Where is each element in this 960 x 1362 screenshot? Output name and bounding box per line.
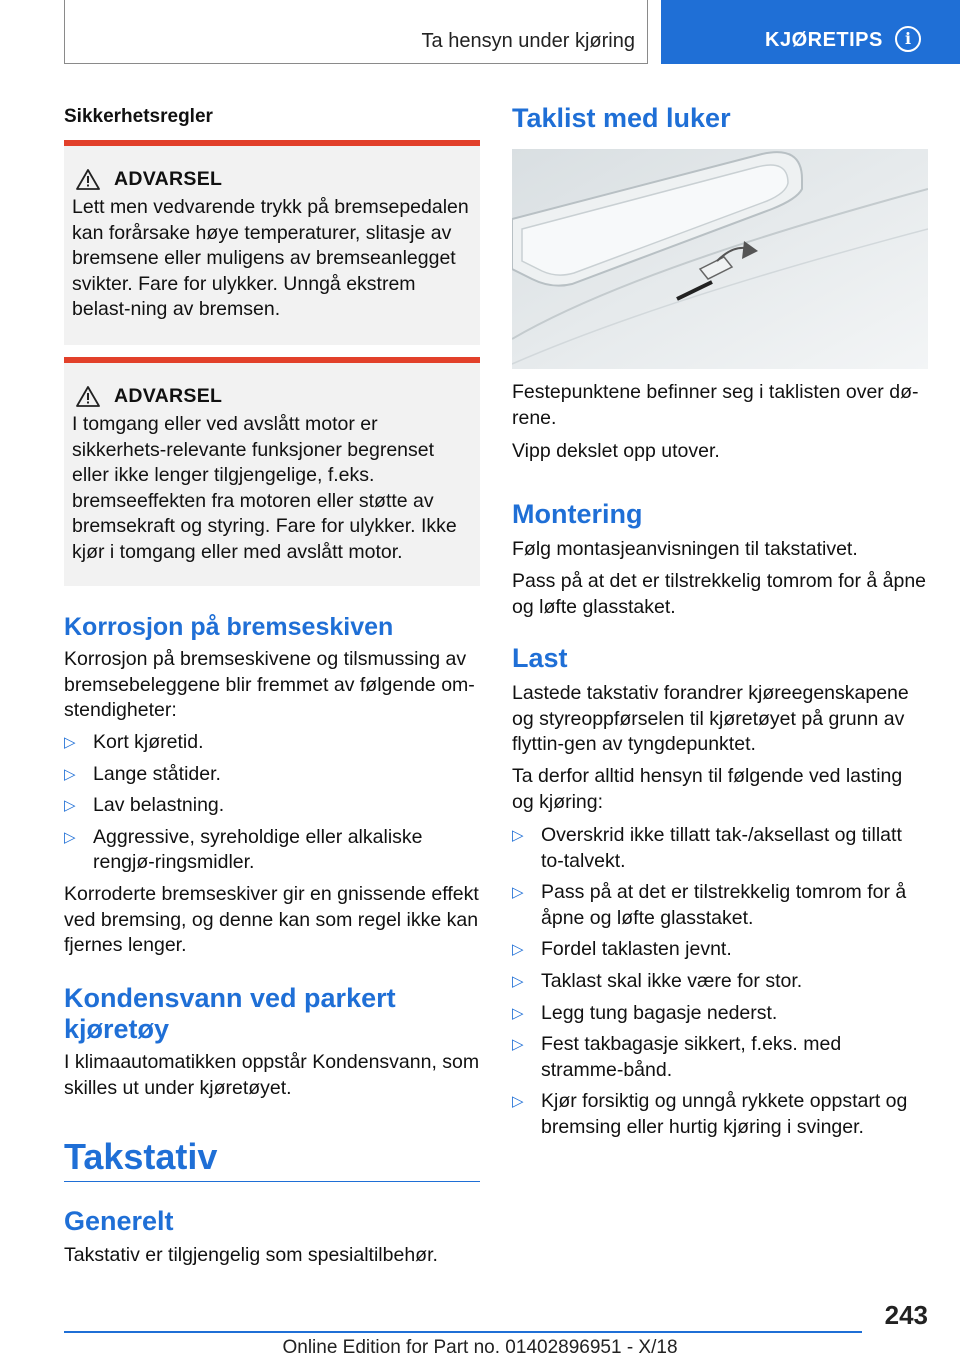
list-item: ▷ Legg tung bagasje nederst. <box>512 1001 928 1027</box>
bullet-triangle-icon: ▷ <box>512 884 524 902</box>
header-chapter-label: KJØRETIPS <box>765 29 883 51</box>
list-item: ▷ Kjør forsiktig og unngå rykkete oppstart og bremsing eller hurtig kjøring i svinger. <box>512 1090 908 1138</box>
corrosion-outro: Korroderte bremseskiver gir en gnissende effekt ved bremsing, og denne kan som regel ikke kan fjernes lenger. <box>64 883 479 957</box>
warning-label-2: ADVARSEL <box>114 385 223 407</box>
load-heading: Last <box>512 643 568 673</box>
condensation-heading: Kondensvann ved parkert kjøretøy <box>64 983 396 1044</box>
bullet-triangle-icon: ▷ <box>512 1036 524 1054</box>
footer-edition: Online Edition for Part no. 01402896951 - X/18 <box>282 1337 678 1358</box>
mounting-heading: Montering <box>512 499 643 529</box>
list-item: ▷ Taklast skal ikke være for stor. <box>512 969 928 995</box>
header-chapter-tab[interactable] <box>661 0 960 64</box>
warning-text-1: Lett men vedvarende trykk på bremsepedalen kan forårsake høye temperaturer, slitasje av bremsene eller muligens av bremseanlegget svikter. Fare for ulykker. Unngå ekstrem belast-ning av bremsen. <box>72 196 469 321</box>
condensation-text: I klimaautomatikken oppstår Kondensvann, som skilles ut under kjøretøyet. <box>64 1051 480 1099</box>
bullet-triangle-icon: ▷ <box>64 828 76 846</box>
safety-heading: Sikkerhetsregler <box>64 106 213 127</box>
trim-heading: Taklist med luker <box>512 103 731 133</box>
list-item: ▷ Lav belastning. <box>64 793 480 819</box>
bullet-triangle-icon: ▷ <box>512 972 524 990</box>
bullet-triangle-icon: ▷ <box>64 734 76 751</box>
section-divider <box>64 1181 480 1182</box>
bullet-triangle-icon: ▷ <box>512 1093 524 1111</box>
general-text: Takstativ er tilgjengelig som spesialtilbehør. <box>64 1244 438 1266</box>
bullet-triangle-icon: ▷ <box>512 1004 524 1022</box>
warning-title-1 <box>72 168 472 191</box>
trim-text-2: Vipp dekslet opp utover. <box>512 440 720 462</box>
list-item: ▷ Overskrid ikke tillatt tak-/aksellast og tillatt to-talvekt. <box>512 824 902 872</box>
bullet-triangle-icon: ▷ <box>64 765 76 783</box>
list-item: ▷ Pass på at det er tilstrekkelig tomrom for å åpne og løfte glasstaket. <box>512 881 907 929</box>
list-item: ▷ Lange ståtider. <box>64 762 480 788</box>
bullet-triangle-icon: ▷ <box>64 797 76 815</box>
bullet-triangle-icon: ▷ <box>512 941 524 959</box>
page-number: 243 <box>884 1300 928 1330</box>
mounting-text-2: Pass på at det er tilstrekkelig tomrom for å åpne og løfte glasstaket. <box>512 570 927 618</box>
load-text-2: Ta derfor alltid hensyn til følgende ved lasting og kjøring: <box>512 765 903 813</box>
warning-box-1 <box>64 140 480 345</box>
roofrack-heading: Takstativ <box>64 1136 218 1177</box>
corrosion-heading: Korrosjon på bremseskiven <box>64 613 394 641</box>
warning-triangle-icon <box>76 386 100 407</box>
mounting-text-1: Følg montasjeanvisningen til takstativet. <box>512 538 858 560</box>
roof-trim-drawing <box>512 149 928 369</box>
list-item: ▷ Aggressive, syreholdige eller alkaliske rengjø-ringsmidler. <box>64 825 423 874</box>
corrosion-list <box>64 730 480 882</box>
header-section-box <box>64 0 648 64</box>
warning-text-2: I tomgang eller ved avslått motor er sikkerhets-relevante funksjoner begrenset eller ikke lenger tilgjengelige, f.eks. bremseeffekten fra motoren eller støtte av bremsekraft og styring. Fare for ulykker. Ikke kjør i tomgang eller med avslått motor. <box>72 413 457 563</box>
list-item: ▷ Fordel taklasten jevnt. <box>512 937 928 963</box>
footer-divider <box>64 1331 862 1333</box>
list-item: ▷ Kort kjøretid. <box>64 730 480 756</box>
corrosion-intro: Korrosjon på bremseskivene og tilsmussing av bremsebeleggene blir fremmet av følgende om-stendigheter: <box>64 648 475 722</box>
load-list <box>512 823 928 1147</box>
warning-label-1: ADVARSEL <box>114 168 223 190</box>
warning-box-2 <box>64 357 480 586</box>
info-icon[interactable]: i <box>895 26 921 52</box>
trim-text-1: Festepunktene befinner seg i taklisten over dø-rene. <box>512 381 919 429</box>
roof-trim-illustration <box>512 149 928 369</box>
warning-title-2 <box>72 385 472 408</box>
warning-triangle-icon <box>76 169 100 190</box>
list-item: ▷ Fest takbagasje sikkert, f.eks. med stramme-bånd. <box>512 1033 842 1081</box>
load-text-1: Lastede takstativ forandrer kjøreegenskapene og styreoppførselen til kjøretøyet på grunn av flyttin-gen av tyngdepunktet. <box>512 682 909 756</box>
general-heading: Generelt <box>64 1206 174 1236</box>
bullet-triangle-icon: ▷ <box>512 827 524 844</box>
header-section-title: Ta hensyn under kjøring <box>421 30 635 52</box>
